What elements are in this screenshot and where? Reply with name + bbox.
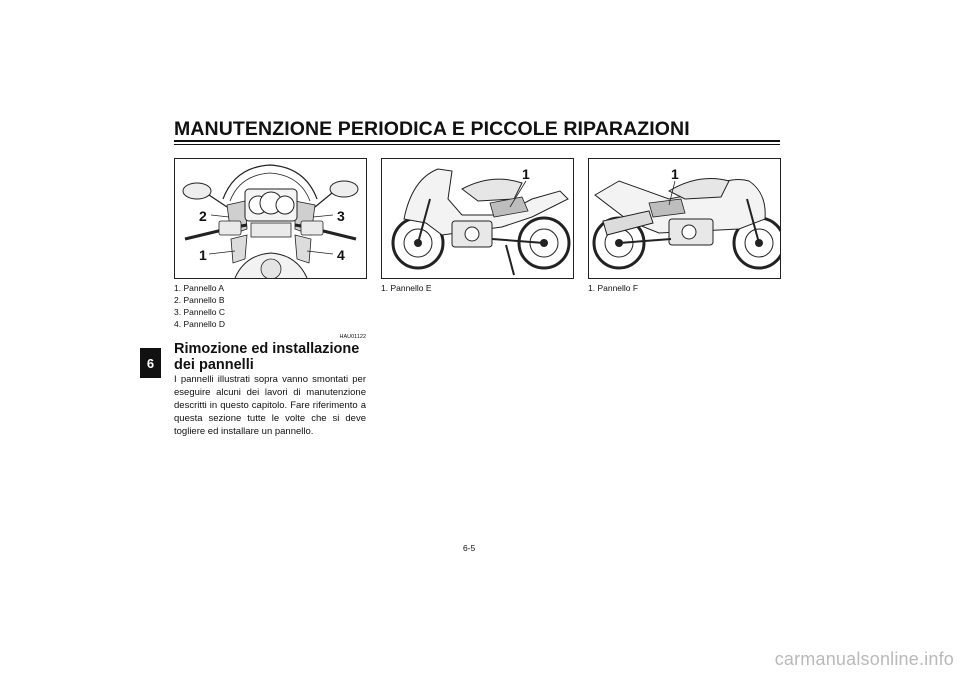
caption-item: 1. Pannello E <box>381 283 432 293</box>
callout-1: 1 <box>199 247 207 263</box>
title-rule <box>174 140 780 142</box>
caption-item: 1. Pannello A <box>174 283 225 293</box>
caption-item: 2. Pannello B <box>174 295 225 305</box>
right-side-illustration <box>589 159 780 278</box>
caption-list-figure-3 <box>588 282 638 294</box>
figure-cockpit <box>174 158 367 279</box>
figure-right-side <box>588 158 781 279</box>
caption-item: 4. Pannello D <box>174 319 226 329</box>
chapter-tab: 6 <box>140 348 161 378</box>
page-number: 6-5 <box>463 543 476 553</box>
callout-2: 2 <box>199 208 207 224</box>
caption-item: 3. Pannello C <box>174 307 226 317</box>
callout-3: 3 <box>337 208 345 224</box>
figure-left-side <box>381 158 574 279</box>
caption-item: 1. Pannello F <box>588 283 639 293</box>
cockpit-illustration <box>175 159 366 278</box>
watermark: carmanualsonline.info <box>774 649 954 669</box>
callout-4: 4 <box>337 247 345 263</box>
caption-list-figure-2 <box>381 282 432 294</box>
callout-1: 1 <box>671 166 679 182</box>
title-rule-thin <box>174 144 780 145</box>
left-side-illustration <box>382 159 573 278</box>
section-heading: Rimozione ed installazione dei pannelli <box>174 341 360 373</box>
caption-list-figure-1 <box>174 282 225 330</box>
section-code: HAU01122 <box>339 334 366 340</box>
section-body: I pannelli illustrati sopra vanno smontati per eseguire alcuni dei lavori di manutenzione descritti in questo capitolo. Fare riferimento a questa sezione tutte le volte che si deve togliere ed installare un pannello. <box>174 374 366 437</box>
page-title: MANUTENZIONE PERIODICA E PICCOLE RIPARAZIONI <box>174 118 690 140</box>
callout-1: 1 <box>522 166 530 182</box>
